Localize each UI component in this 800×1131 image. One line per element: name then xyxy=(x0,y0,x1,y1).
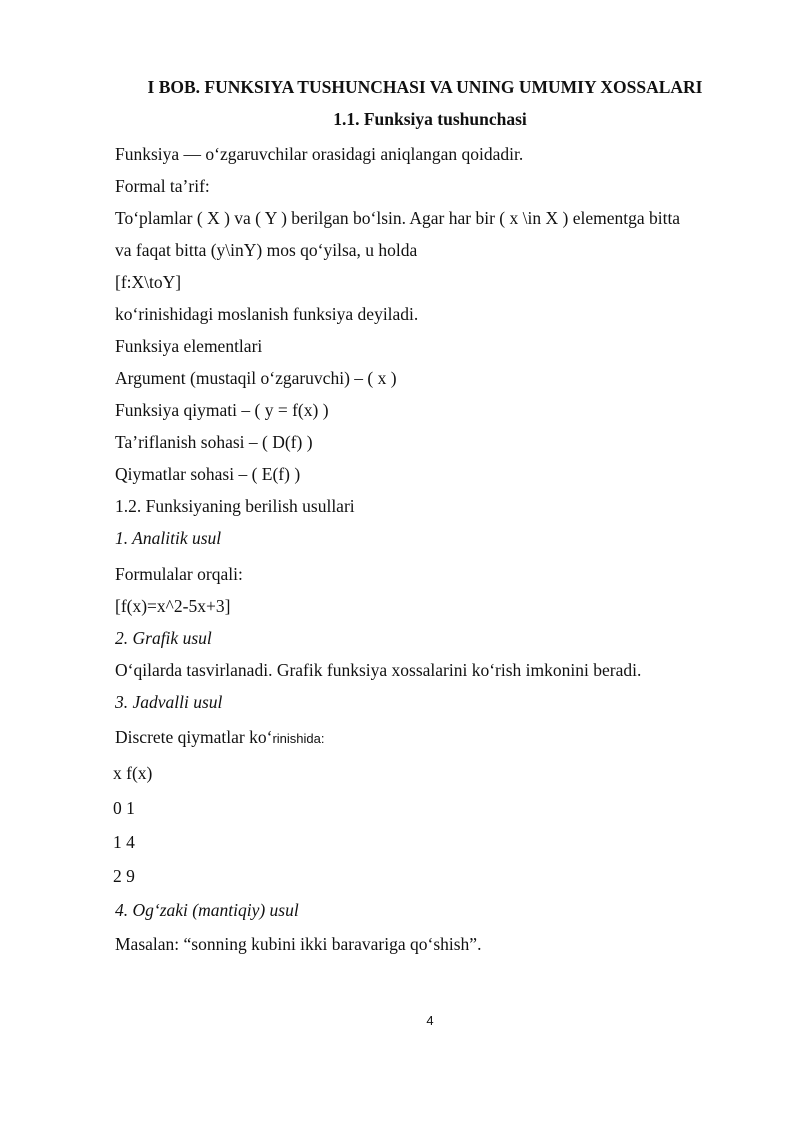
method-4-heading: 4. Og‘zaki (mantiqiy) usul xyxy=(115,900,299,920)
method-1-text: Formulalar orqali: xyxy=(115,564,243,584)
method-2-heading: 2. Grafik usul xyxy=(115,628,212,648)
method-1-heading: 1. Analitik usul xyxy=(115,528,222,548)
mapping-note: ko‘rinishidagi moslanish funksiya deyiladi. xyxy=(115,304,419,324)
method-4-text: Masalan: “sonning kubini ikki baravariga qo‘shish”. xyxy=(115,934,482,954)
method-3-text xyxy=(115,726,324,750)
method-1-formula: [f(x)=x^2-5x+3] xyxy=(115,596,231,616)
section-title: 1.1. Funksiya tushunchasi xyxy=(333,109,527,129)
definition-line: Funksiya — o‘zgaruvchilar orasidagi aniqlangan qoidadir. xyxy=(115,144,524,164)
mapping-formula: [f:X\toY] xyxy=(115,272,182,292)
formal-text-line-2: va faqat bitta (y\inY) mos qo‘yilsa, u holda xyxy=(115,240,418,260)
elements-label: Funksiya elementlari xyxy=(115,336,263,356)
methods-title: 1.2. Funksiyaning berilish usullari xyxy=(115,496,355,516)
table-row: 1 4 xyxy=(113,832,135,852)
method-3-text-serif: Discrete qiymatlar ko‘ xyxy=(115,727,273,747)
table-row: 2 9 xyxy=(113,866,135,886)
method-3-text-sans: rinishida: xyxy=(272,731,325,746)
table-row: 0 1 xyxy=(113,798,135,818)
chapter-title: I BOB. FUNKSIYA TUSHUNCHASI VA UNING UMUMIY XOSSALARI xyxy=(147,77,703,97)
formal-text-line-1: To‘plamlar ( X ) va ( Y ) berilgan bo‘lsin. Agar har bir ( x \in X ) elementga bitta xyxy=(115,208,681,228)
page-number: 4 xyxy=(426,1013,434,1028)
method-3-heading: 3. Jadvalli usul xyxy=(115,692,223,712)
argument-line: Argument (mustaqil o‘zgaruvchi) – ( x ) xyxy=(115,368,397,388)
method-2-text: O‘qilarda tasvirlanadi. Grafik funksiya xossalarini ko‘rish imkonini beradi. xyxy=(115,660,642,680)
table-header: x f(x) xyxy=(113,763,153,783)
range-line: Qiymatlar sohasi – ( E(f) ) xyxy=(115,464,301,484)
domain-line: Ta’riflanish sohasi – ( D(f) ) xyxy=(115,432,313,452)
formal-label: Formal ta’rif: xyxy=(115,176,210,196)
value-line: Funksiya qiymati – ( y = f(x) ) xyxy=(115,400,329,420)
